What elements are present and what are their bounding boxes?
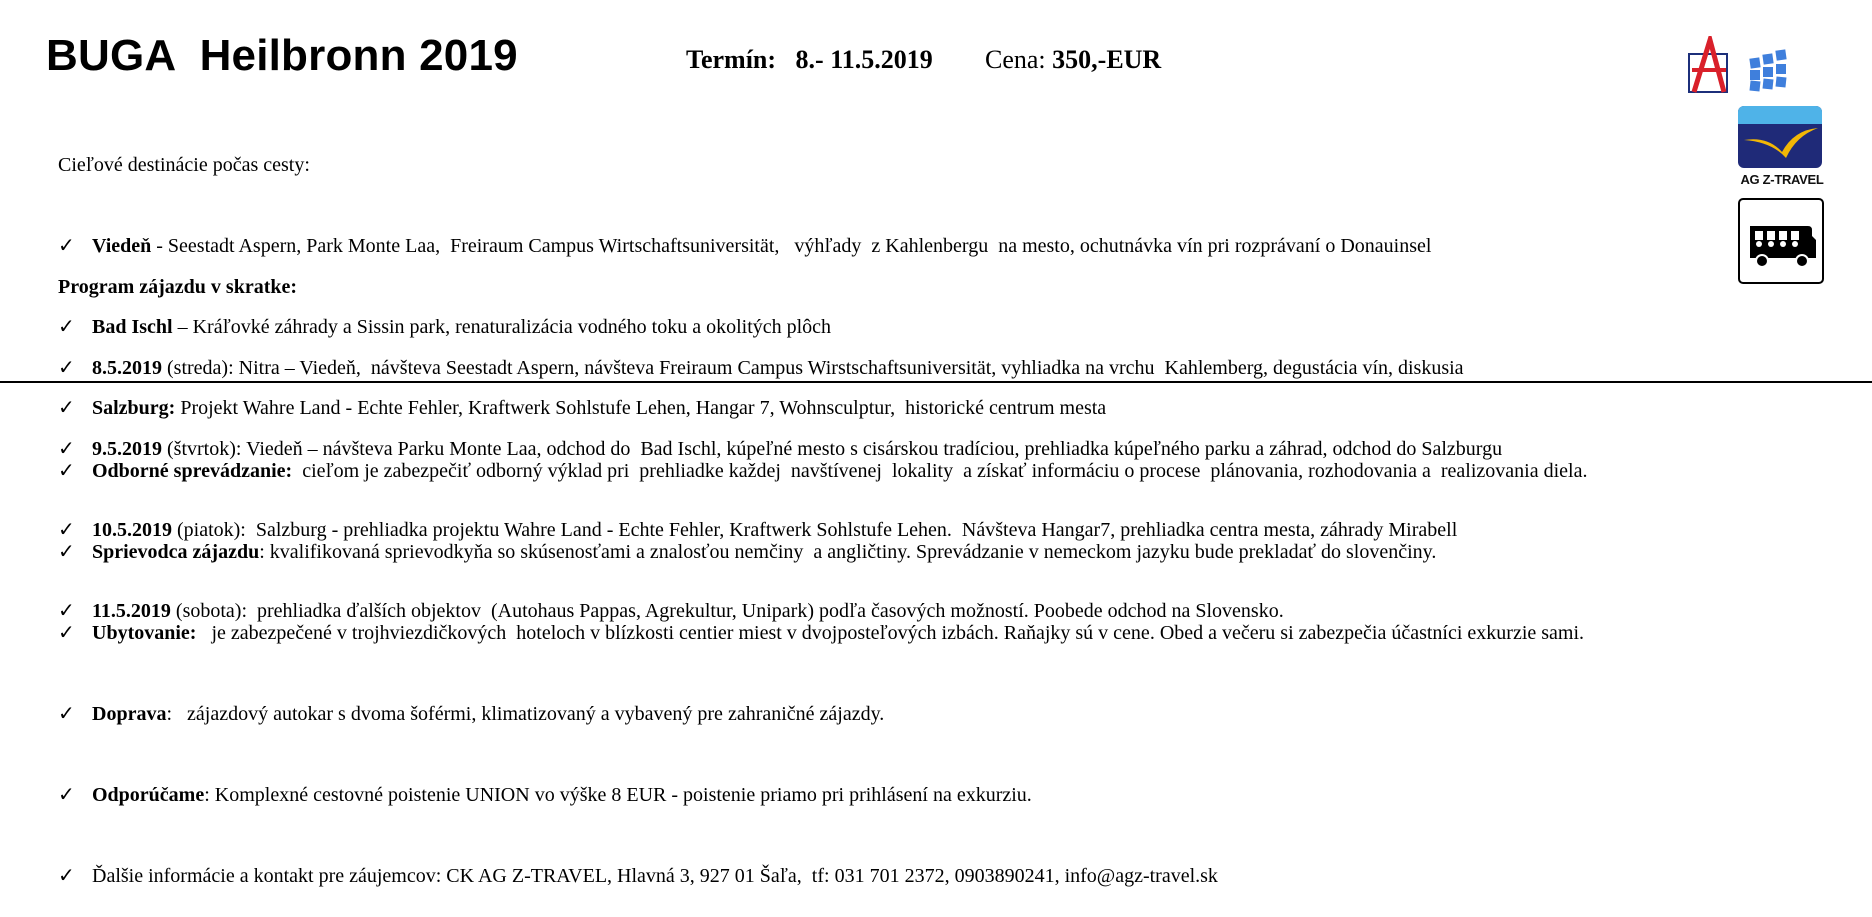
item-text: (štvrtok): Viedeň – návšteva Parku Monte Laa, odchod do Bad Ischl, kúpeľné mesto s cisárskou tradíciou, prehliadka kúpeľného parku a záhrad, odchod do Salzburgu	[162, 438, 1503, 460]
item-bold: 8.5.2019	[92, 357, 162, 379]
item-text: Ďalšie informácie a kontakt pre záujemcov: CK AG Z-TRAVEL, Hlavná 3, 927 01 Šaľa, tf: 031 701 2372, 0903890241, info@agz-travel.sk	[92, 865, 1218, 887]
list-item	[58, 863, 1587, 890]
check-icon: ✓	[58, 460, 75, 482]
agz-travel-logo	[1738, 106, 1822, 168]
item-text: je zabezpečené v trojhviezdičkových hoteloch v blízkosti centier miest v dvojposteľových izbách. Raňajky sú v cene. Obed a večeru si zabezpečia účastníci exkurzie sami.	[196, 622, 1585, 644]
date-info	[686, 43, 933, 77]
list-item	[58, 539, 1587, 566]
check-icon: ✓	[58, 397, 75, 419]
item-bold: Sprievodca zájazdu	[92, 541, 260, 563]
item-bold: Odborné sprevádzanie:	[92, 460, 293, 482]
item-text: : zájazdový autokar s dvoma šoférmi, klimatizovaný a vybavený pre zahraničné zájazdy.	[166, 703, 885, 725]
destinations-heading: Cieľové destinácie počas cesty:	[58, 154, 310, 176]
cena-label: Cena:	[985, 45, 1046, 74]
check-icon: ✓	[58, 316, 75, 338]
item-bold: 9.5.2019	[92, 438, 162, 460]
item-text: (streda): Nitra – Viedeň, návšteva Seestadt Aspern, návšteva Freiraum Campus Wirstschaftsuniversität, vyhliadka na vrchu Kahlemberg, degustácia vín, diskusia	[162, 357, 1464, 379]
check-icon: ✓	[58, 541, 75, 563]
check-icon: ✓	[58, 622, 75, 644]
check-icon: ✓	[58, 438, 75, 460]
a-logo-icon	[1688, 36, 1728, 94]
item-bold: Doprava	[92, 703, 167, 725]
item-text: Projekt Wahre Land - Echte Fehler, Kraftwerk Sohlstufe Lehen, Hangar 7, Wohnsculptur, historické centrum mesta	[175, 397, 1107, 419]
item-text: : Komplexné cestovné poistenie UNION vo výške 8 EUR - poistenie priamo pri prihlásení na exkurziu.	[204, 784, 1032, 806]
item-text: - Seestadt Aspern, Park Monte Laa, Freiraum Campus Wirtschaftsuniversität, výhľady z Kahlenbergu na mesto, ochutnávka vín pri rozprávaní o Donauinsel	[151, 235, 1432, 257]
item-bold: Viedeň	[92, 235, 152, 257]
check-icon: ✓	[58, 600, 75, 622]
price-info	[985, 43, 1161, 77]
cena-value: 350,-EUR	[1052, 45, 1162, 74]
check-icon: ✓	[58, 235, 75, 257]
item-bold: Odporúčame	[92, 784, 205, 806]
check-icon: ✓	[58, 357, 75, 379]
section-divider	[0, 381, 1872, 383]
list-item	[58, 701, 1587, 728]
termin-label: Termín:	[686, 45, 777, 74]
page-title: BUGA Heilbronn 2019	[46, 31, 518, 80]
program-heading: Program zájazdu v skratke:	[58, 276, 298, 298]
item-text: – Kráľovké záhrady a Sissin park, renaturalizácia vodného toku a okolitých plôch	[172, 316, 832, 338]
check-icon: ✓	[58, 865, 75, 887]
item-text: cieľom je zabezpečiť odborný výklad pri prehliadke každej navštívenej lokality a získať informáciu o procese plánovania, rozhodovania a realizovania diela.	[292, 460, 1588, 482]
item-bold: Salzburg:	[92, 397, 176, 419]
check-icon: ✓	[58, 519, 75, 541]
list-item	[58, 458, 1587, 485]
bird-icon	[1738, 106, 1822, 168]
agz-travel-label: AG Z-TRAVEL	[1740, 172, 1824, 187]
grid-logo-icon	[1748, 48, 1790, 92]
list-item	[58, 355, 1502, 382]
item-bold: 10.5.2019	[92, 519, 172, 541]
item-text: (sobota): prehliadka ďalších objektov (Autohaus Pappas, Agrekultur, Unipark) podľa časových možností. Poobede odchod na Slovensko.	[170, 600, 1284, 622]
item-bold: Bad Ischl	[92, 316, 173, 338]
list-item	[58, 782, 1587, 809]
check-icon: ✓	[58, 784, 75, 806]
termin-value: 8.- 11.5.2019	[795, 45, 933, 74]
check-icon: ✓	[58, 703, 75, 725]
bus-sign-icon	[1738, 198, 1824, 284]
item-text: : kvalifikovaná sprievodkyňa so skúsenosťami a znalosťou nemčiny a angličtiny. Sprevádzanie v nemeckom jazyku bude prekladať do slovenčiny.	[259, 541, 1437, 563]
item-bold: 11.5.2019	[92, 600, 171, 622]
item-bold: Ubytovanie:	[92, 622, 197, 644]
info-section	[58, 404, 1587, 917]
list-item	[58, 620, 1587, 647]
item-text: (piatok): Salzburg - prehliadka projektu Wahre Land - Echte Fehler, Kraftwerk Sohlstufe Lehen. Návšteva Hangar7, prehliadka centra mesta, záhrady Mirabell	[172, 519, 1458, 541]
